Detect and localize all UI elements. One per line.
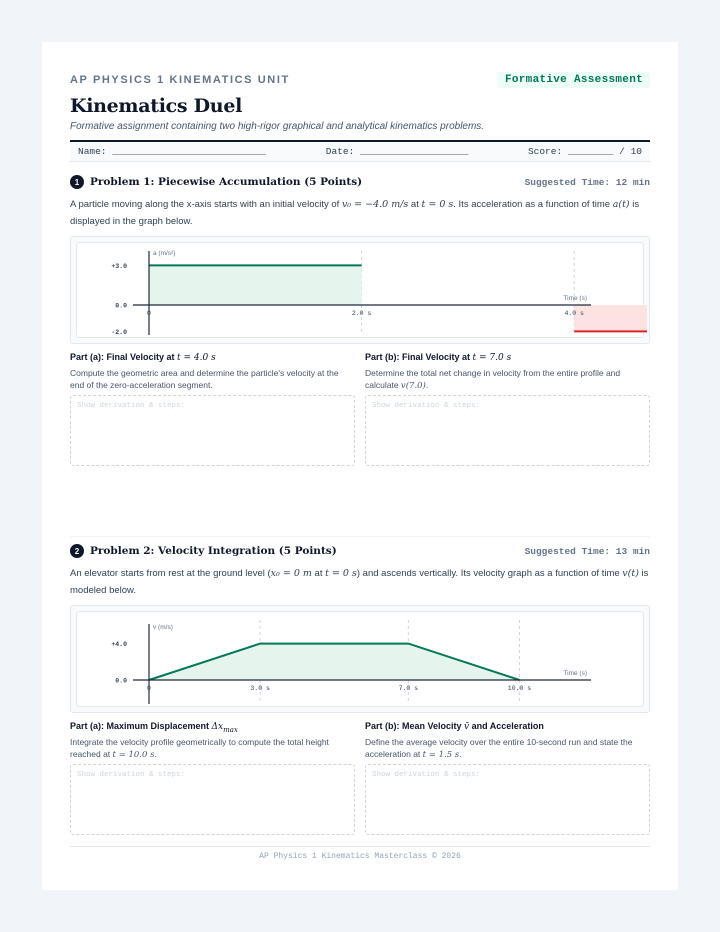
part-description: Define the average velocity over the entire 10-second run and state the acceleration at t = 1.5 s.: [365, 737, 633, 760]
part-title: Part (a): Final Velocity at t = 4.0 s: [70, 352, 216, 363]
problem-statement: A particle moving along the x-axis starts with an initial velocity of v₀ = −4.0 m/s at t = 0 s. Its acceleration as a function of time a(t) is displayed in the graph below.: [70, 199, 640, 227]
x-axis-label: Time (s): [563, 670, 587, 677]
answer-box[interactable]: Show derivation & steps:: [70, 764, 355, 835]
y-tick-label: 0.0: [115, 302, 127, 310]
x-tick-label: 2.0 s: [351, 310, 372, 317]
part-description: Compute the geometric area and determine the particle's velocity at the end of the zero-acceleration segment.: [70, 368, 339, 390]
problem-title: Problem 1: Piecewise Accumulation (5 Points): [90, 176, 363, 188]
part-b: [365, 721, 650, 835]
answer-box[interactable]: Show derivation & steps:: [365, 395, 650, 466]
x-tick-label: 10.0 s: [507, 685, 532, 692]
acceleration-graph: [76, 242, 644, 338]
y-tick-label: 0.0: [115, 677, 127, 685]
section-divider: [70, 536, 650, 537]
velocity-graph: [76, 611, 644, 707]
part-b: [365, 352, 650, 466]
y-tick-label: -2.0: [111, 328, 127, 336]
page-subtitle: Formative assignment containing two high-rigor graphical and analytical kinematics problems.: [70, 121, 485, 132]
problem-number-badge: 1: [70, 175, 84, 189]
velocity-graph-frame: [70, 605, 650, 713]
page-footer: AP Physics 1 Kinematics Masterclass © 2026: [70, 846, 650, 861]
velocity-chart: [77, 612, 647, 708]
x-tick-label: 0: [147, 685, 151, 692]
problem-title: Problem 2: Velocity Integration (5 Points): [90, 545, 337, 557]
y-tick-label: +4.0: [111, 641, 127, 649]
problem-2: [70, 543, 650, 835]
header-top: [70, 72, 650, 88]
name-field[interactable]: Name: ___________________________: [78, 146, 267, 157]
acceleration-chart: [77, 243, 647, 339]
score-field: Score: ________ / 10: [527, 146, 642, 157]
worksheet-page: [42, 42, 678, 890]
student-info-bar: [70, 140, 650, 162]
part-title: Part (a): Maximum Displacement $\Delta x_{max}$: [70, 721, 238, 734]
part-a: [70, 721, 355, 835]
part-description: Determine the total net change in velocity from the entire profile and calculate v(7.0).: [365, 368, 621, 391]
answer-box[interactable]: Show derivation & steps:: [365, 764, 650, 835]
part-title: Part (b): Final Velocity at t = 7.0 s: [365, 352, 512, 363]
suggested-time: Suggested Time: 13 min: [524, 545, 650, 557]
negative-area: [574, 305, 647, 331]
part-description: Integrate the velocity profile geometrically to compute the total height reached at t = 10.0 s.: [70, 737, 329, 760]
x-tick-label: 0: [147, 310, 151, 317]
assessment-badge: Formative Assessment: [498, 72, 650, 88]
y-axis-label: a (m/s²): [153, 250, 176, 257]
page-title: Kinematics Duel: [70, 95, 243, 117]
x-axis-label: Time (s): [563, 295, 587, 302]
y-axis-label: v (m/s): [153, 624, 173, 631]
unit-label: AP PHYSICS 1 KINEMATICS UNIT: [70, 74, 290, 86]
part-a: [70, 352, 355, 466]
problem-statement: An elevator starts from rest at the ground level (x₀ = 0 m at t = 0 s) and ascends vertically. Its velocity graph as a function of time v(t) is modeled below.: [70, 568, 649, 596]
positive-area: [149, 265, 362, 305]
problem-1: [70, 174, 650, 466]
acceleration-graph-frame: [70, 236, 650, 344]
x-tick-label: 3.0 s: [250, 685, 270, 692]
suggested-time: Suggested Time: 12 min: [524, 176, 650, 188]
y-tick-label: +3.0: [111, 262, 127, 270]
part-title: Part (b): Mean Velocity v̄ and Acceleration: [365, 721, 544, 732]
x-tick-label: 7.0 s: [398, 685, 419, 692]
problem-number-badge: 2: [70, 544, 84, 558]
date-field[interactable]: Date: ___________________: [325, 146, 469, 157]
answer-box[interactable]: Show derivation & steps:: [70, 395, 355, 466]
x-tick-label: 4.0 s: [564, 310, 584, 317]
